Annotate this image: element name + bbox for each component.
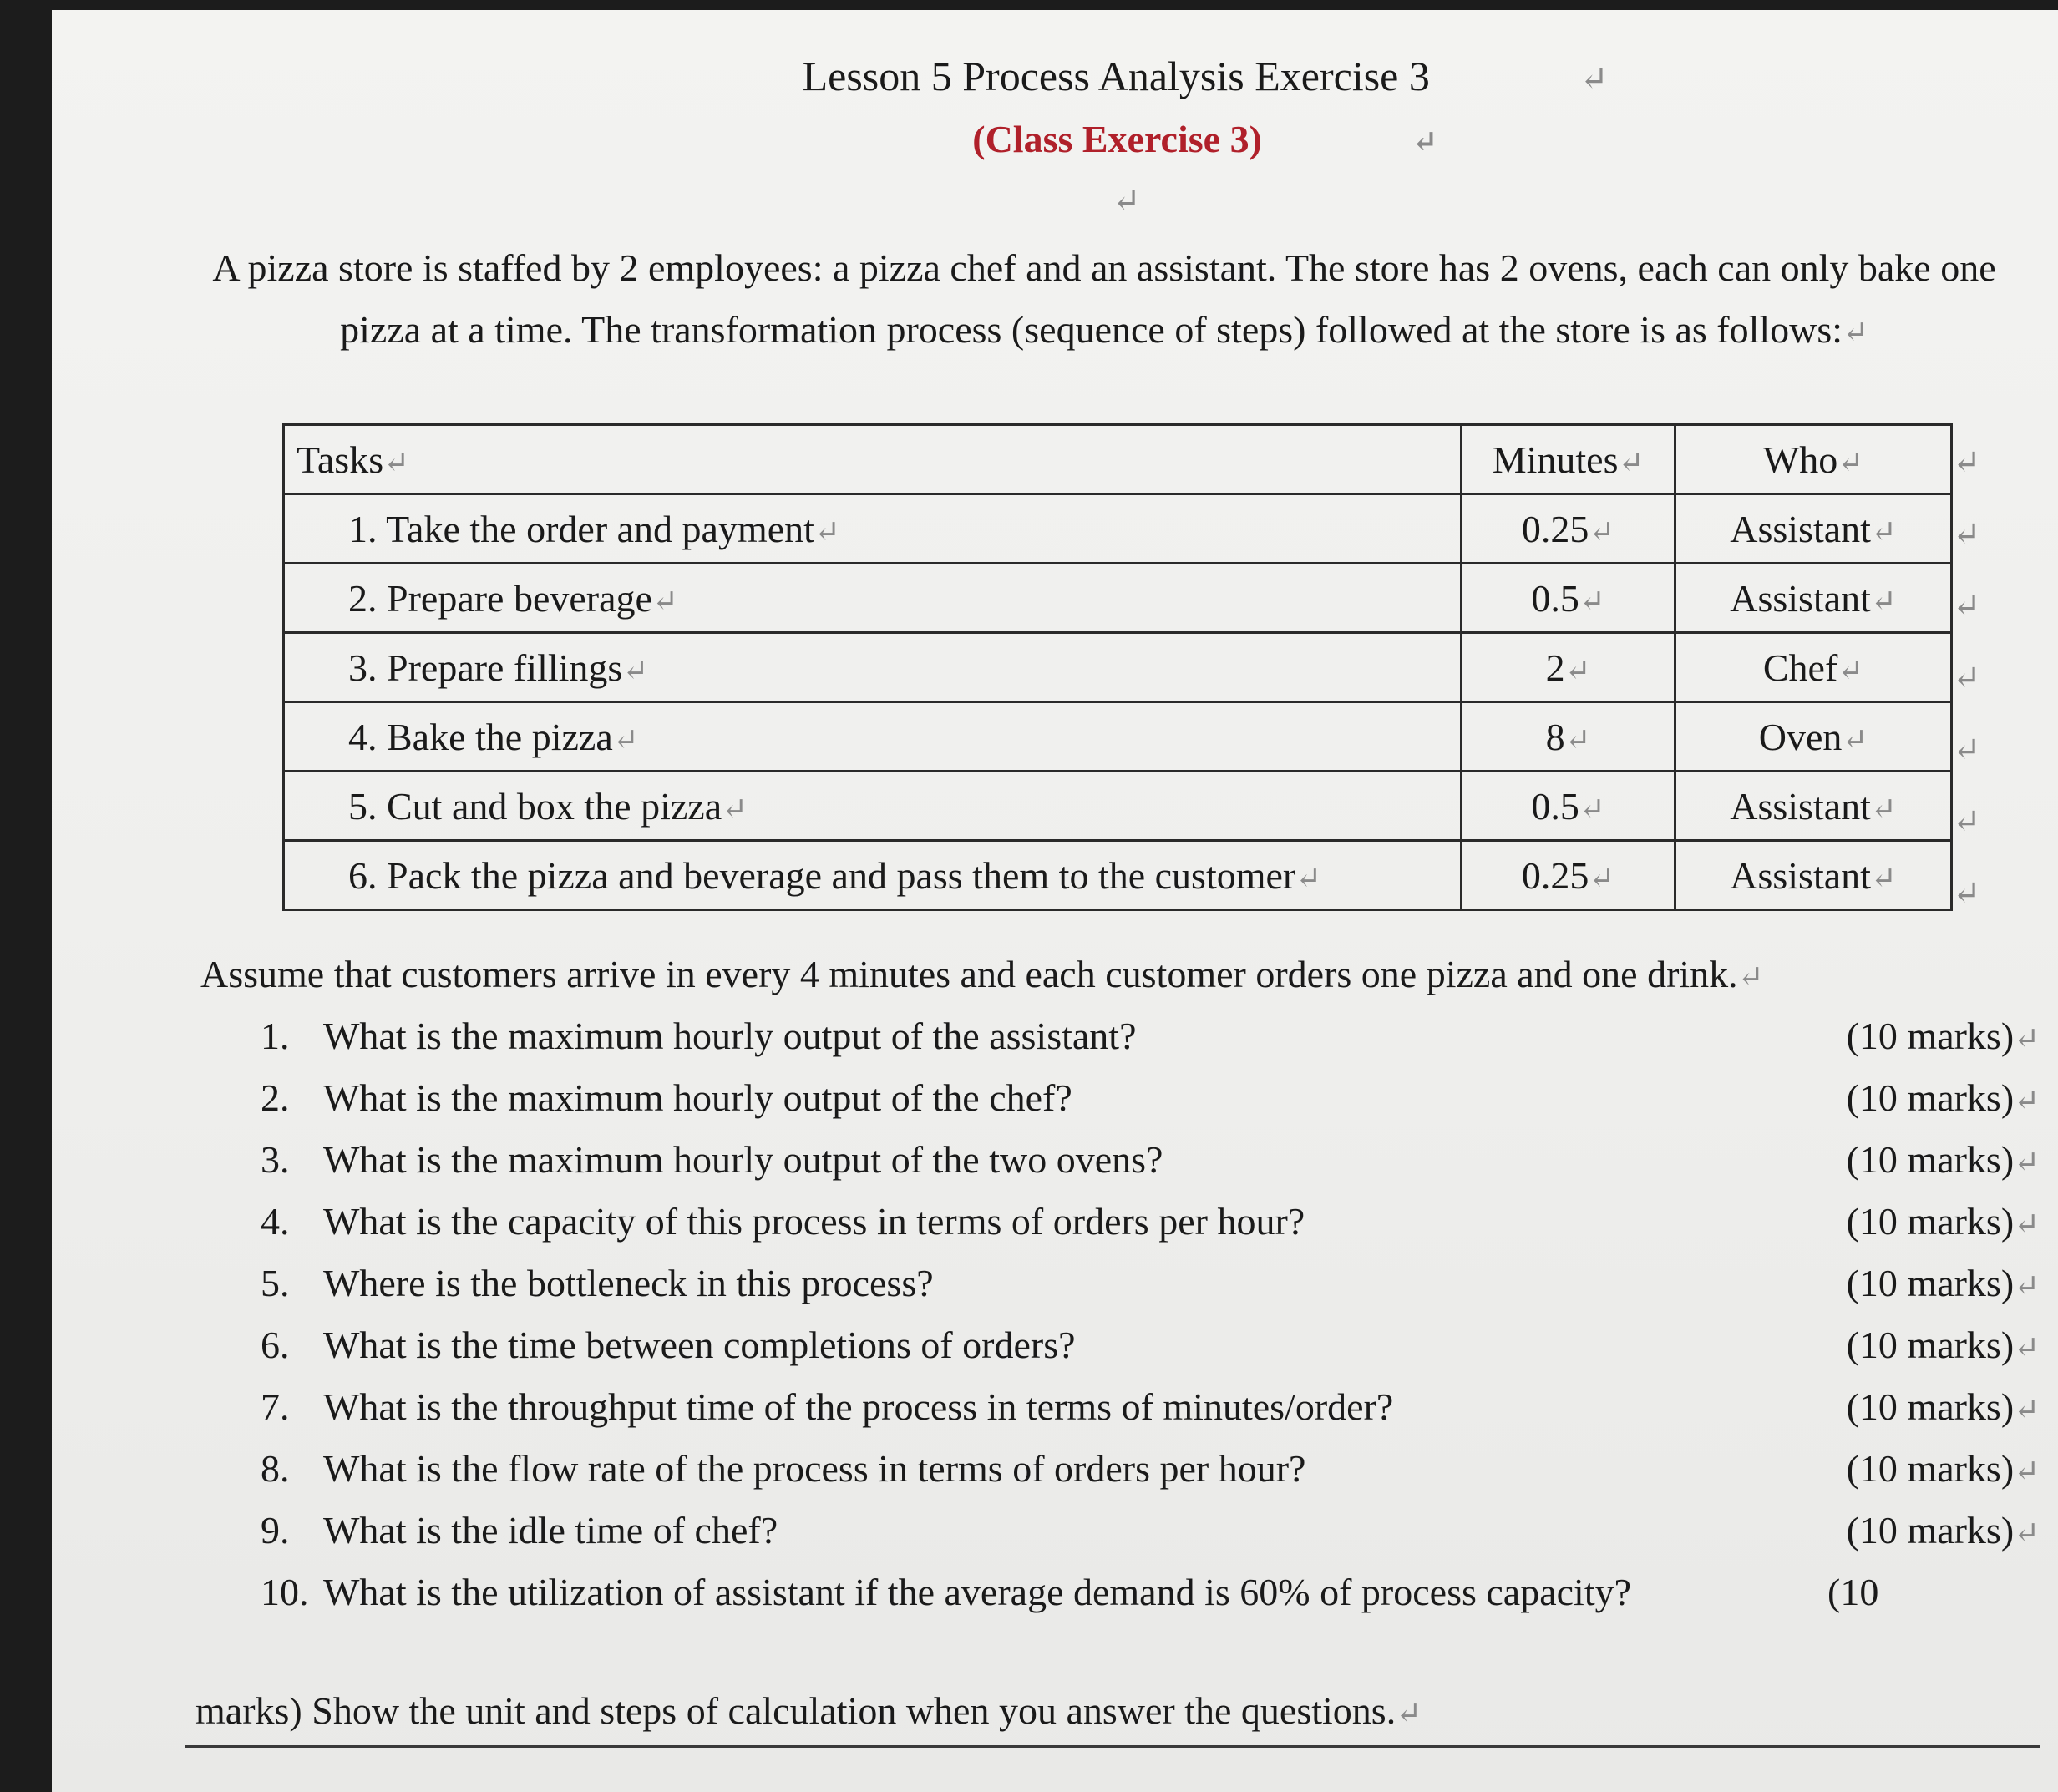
cell-mark-icon: ↵ [1870,583,1897,618]
paragraph-mark-icon: ↵ [2014,1083,2040,1117]
paragraph-mark-icon: ↵ [2014,1021,2040,1055]
question-item [261,1562,2040,1623]
question-number: 7. [261,1385,290,1428]
table-row [284,633,1952,702]
paragraph-mark-icon: ↵ [1843,315,1868,349]
paragraph-mark-icon: ↵ [2014,1330,2040,1364]
paragraph-mark-icon: ↵ [2014,1454,2040,1488]
question-marks: (10 marks)↵ [1846,1138,2040,1181]
cell-mark-icon: ↵ [1870,791,1897,826]
row-end-mark-icon: ↵ [1953,443,1981,481]
question-text: What is the maximum hourly output of the chef? [323,1076,1072,1119]
cell-mark-icon: ↵ [1838,652,1864,687]
question-marks: (10 marks)↵ [1846,1509,2040,1552]
who-cell: Oven↵ [1675,702,1952,772]
question-item [261,1067,2040,1129]
paragraph-mark-icon: ↵ [2014,1145,2040,1179]
cell-mark-icon: ↵ [1564,721,1591,757]
table-row [284,564,1952,633]
header-who: Who↵ [1675,425,1952,494]
row-end-mark-icon: ↵ [1953,515,1981,553]
minutes-cell: 2↵ [1462,633,1675,702]
row-end-mark-icon: ↵ [1953,731,1981,768]
question-text: What is the maximum hourly output of the two ovens? [323,1138,1163,1181]
who-cell: Assistant↵ [1675,772,1952,841]
question-text: What is the throughput time of the process in terms of minutes/order? [323,1385,1394,1428]
question-number: 10. [261,1571,309,1613]
question-text: What is the utilization of assistant if the average demand is 60% of process capacity? [323,1571,1632,1613]
cell-mark-icon: ↵ [622,652,649,687]
question-number: 2. [261,1076,290,1119]
header-minutes: Minutes↵ [1462,425,1675,494]
question-marks: (10 [1827,1571,1879,1613]
question-number: 9. [261,1509,290,1552]
task-cell: 2. Prepare beverage↵ [284,564,1462,633]
bottom-rule [185,1745,2040,1748]
cell-mark-icon: ↵ [1838,444,1864,479]
cell-mark-icon: ↵ [1295,860,1322,895]
task-cell: 6. Pack the pizza and beverage and pass them to the customer↵ [284,841,1462,910]
question-text: What is the time between completions of orders? [323,1324,1076,1366]
question-number: 4. [261,1200,290,1243]
table-row [284,841,1952,910]
paragraph-mark-icon: ↵ [2014,1392,2040,1426]
cell-mark-icon: ↵ [1589,860,1615,895]
paragraph-mark-icon: ↵ [1579,60,1609,98]
cell-mark-icon: ↵ [1589,514,1615,549]
cell-mark-icon: ↵ [722,791,748,826]
minutes-cell: 0.5↵ [1462,564,1675,633]
question-marks: (10 marks)↵ [1846,1447,2040,1490]
cell-mark-icon: ↵ [1842,721,1868,757]
task-cell: 4. Bake the pizza↵ [284,702,1462,772]
question-text: What is the idle time of chef? [323,1509,778,1552]
question-text: Where is the bottleneck in this process? [323,1262,934,1304]
process-table [282,423,1953,911]
question-item [261,1438,2040,1500]
paragraph-mark-icon: ↵ [2014,1516,2040,1550]
question-item [261,1191,2040,1253]
task-cell: 5. Cut and box the pizza↵ [284,772,1462,841]
row-end-mark-icon: ↵ [1953,659,1981,696]
row-end-mark-icon: ↵ [1953,802,1981,840]
page-subtitle: (Class Exercise 3) ↵ [972,118,1438,160]
question-item [261,1500,2040,1562]
question-marks: (10 marks)↵ [1846,1385,2040,1428]
question-number: 1. [261,1015,290,1057]
question-number: 8. [261,1447,290,1490]
minutes-cell: 0.25↵ [1462,841,1675,910]
paragraph-mark-icon: ↵ [1396,1696,1422,1730]
who-cell: Assistant↵ [1675,494,1952,564]
question-text: What is the flow rate of the process in terms of orders per hour? [323,1447,1306,1490]
row-end-mark-icon: ↵ [1953,587,1981,625]
task-cell: 3. Prepare fillings↵ [284,633,1462,702]
question-marks: (10 marks)↵ [1846,1076,2040,1119]
question-text: What is the maximum hourly output of the assistant? [323,1015,1137,1057]
task-cell: 1. Take the order and payment↵ [284,494,1462,564]
cell-mark-icon: ↵ [1618,444,1645,479]
question-marks: (10 marks)↵ [1846,1200,2040,1243]
who-cell: Assistant↵ [1675,841,1952,910]
question-marks: (10 marks)↵ [1846,1262,2040,1304]
minutes-cell: 8↵ [1462,702,1675,772]
question-item [261,1129,2040,1191]
question-number: 5. [261,1262,290,1304]
row-end-mark-icon: ↵ [1953,874,1981,912]
cell-mark-icon: ↵ [1579,791,1605,826]
cell-mark-icon: ↵ [1564,652,1591,687]
page-title: Lesson 5 Process Analysis Exercise 3 ↵ [802,53,1609,99]
cell-mark-icon: ↵ [651,583,678,618]
question-marks: (10 marks)↵ [1846,1015,2040,1057]
intro-paragraph: A pizza store is staffed by 2 employees: a pizza chef and an assistant. The store has 2 ovens, each can only bake one pizza at a time. The transformation process (sequence of steps) followed at the store is as follows:↵ [212,246,1996,351]
question-item [261,1005,2040,1067]
paragraph-mark-icon: ↵ [2014,1207,2040,1241]
table-row [284,494,1952,564]
question-item [261,1314,2040,1376]
table-header-row [284,425,1952,494]
cell-mark-icon: ↵ [1870,860,1897,895]
cell-mark-icon: ↵ [814,514,840,549]
paragraph-mark-icon: ↵ [1412,124,1438,159]
cell-mark-icon: ↵ [1579,583,1605,618]
minutes-cell: 0.25↵ [1462,494,1675,564]
question-number: 6. [261,1324,290,1366]
cell-mark-icon: ↵ [1870,514,1897,549]
question-list [261,1005,2040,1623]
document-page [52,10,2058,1792]
question-text: What is the capacity of this process in terms of orders per hour? [323,1200,1305,1243]
minutes-cell: 0.5↵ [1462,772,1675,841]
paragraph-mark-icon: ↵ [2014,1268,2040,1303]
question-item [261,1376,2040,1438]
table-row [284,702,1952,772]
question-number: 3. [261,1138,290,1181]
question-item [261,1253,2040,1314]
cell-mark-icon: ↵ [383,444,409,479]
paragraph-mark-icon: ↵ [1113,182,1141,220]
who-cell: Chef↵ [1675,633,1952,702]
table-row [284,772,1952,841]
assumption-text: Assume that customers arrive in every 4 minutes and each customer orders one pizza and one drink.↵ [200,953,1764,995]
cell-mark-icon: ↵ [612,721,639,757]
paragraph-mark-icon: ↵ [1737,959,1764,994]
question-marks: (10 marks)↵ [1846,1324,2040,1366]
who-cell: Assistant↵ [1675,564,1952,633]
closing-text: marks) Show the unit and steps of calculation when you answer the questions.↵ [195,1689,1422,1732]
header-tasks: Tasks↵ [284,425,1462,494]
